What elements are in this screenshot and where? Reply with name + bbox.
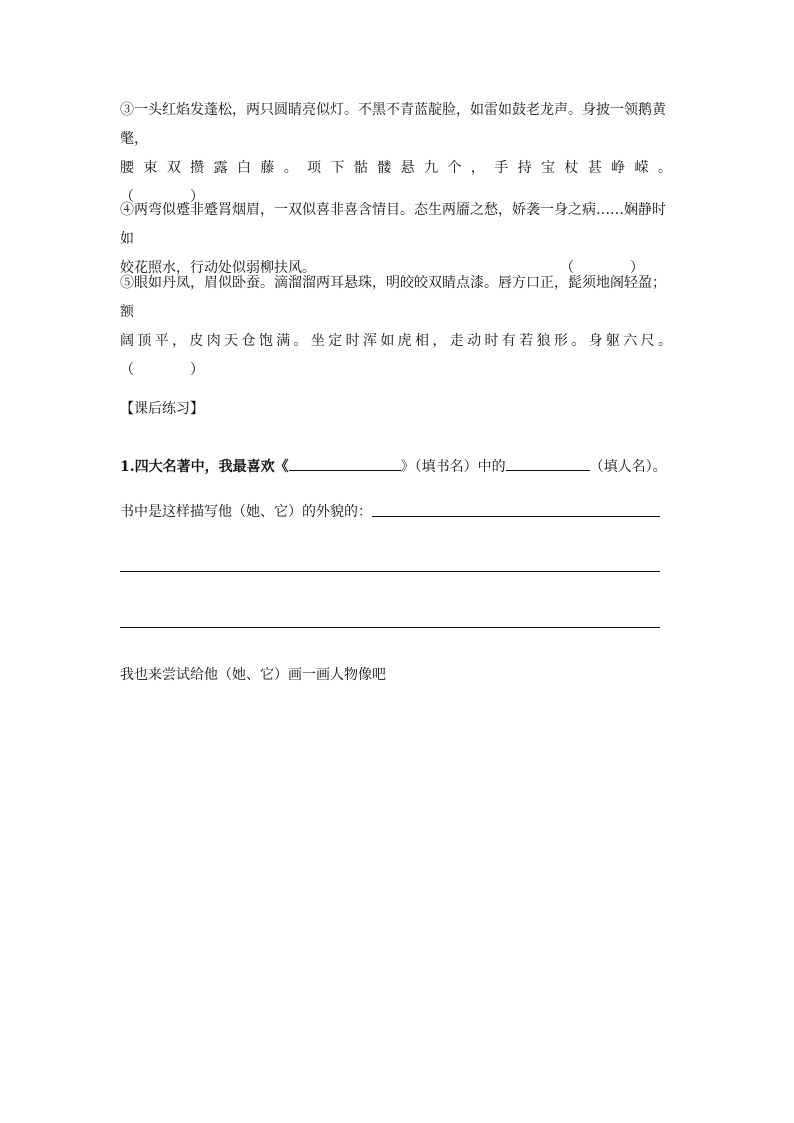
- description-blank-line-2[interactable]: [120, 571, 660, 572]
- passage-5-line-1: ⑤眼如丹凤，眉似卧蚕。滴溜溜两耳悬珠，明皎皎双睛点漆。唇方口正，髭须地阁轻盈；额: [120, 275, 666, 320]
- description-blank-line-1[interactable]: [372, 516, 660, 517]
- description-prompt: 书中是这样描写他（她、它）的外貌的：: [120, 504, 372, 520]
- passage-5-line-2: 阔顶平，皮肉天仓饱满。坐定时浑如虎相，走动时有若狼形。身躯六尺。: [120, 333, 672, 349]
- passage-4-line-2-text: 姣花照水，行动处似弱柳扶风。: [120, 260, 316, 276]
- character-name-blank[interactable]: [506, 456, 590, 471]
- passage-4-answer-paren: （ ）: [560, 260, 644, 276]
- passage-3-answer-paren: （ ）: [120, 189, 204, 205]
- description-blank-line-3[interactable]: [120, 627, 660, 628]
- description-prompt-row: [120, 500, 372, 524]
- passage-3-line-2: 腰束双攒露白藤。项下骷髅悬九个，手持宝杖甚峥嵘。: [120, 160, 672, 176]
- passage-4-line-1: ④两弯似蹙非蹙罥烟眉，一双似喜非喜含情目。态生两靥之愁，娇袭一身之病……娴静时如: [120, 202, 666, 247]
- section-heading: 【课后练习】: [120, 401, 204, 417]
- question-1-prefix: 1.四大名著中，我最喜欢《: [120, 459, 289, 475]
- book-name-blank[interactable]: [289, 456, 401, 471]
- passage-3: [120, 96, 672, 212]
- passage-3-line-1: ③一头红焰发蓬松，两只圆睛亮似灯。不黑不青蓝靛脸，如雷如鼓老龙声。身披一领鹅黄氅，: [120, 102, 666, 147]
- question-1-mid: 》（填书名）中的: [400, 459, 506, 475]
- question-1: [120, 455, 680, 479]
- question-1-end: （填人名）。: [589, 459, 667, 475]
- draw-portrait-prompt: 我也来尝试给他（她、它）画一画人物像吧: [120, 667, 386, 683]
- passage-5: [120, 269, 672, 385]
- passage-5-answer-paren: （ ）: [120, 362, 204, 378]
